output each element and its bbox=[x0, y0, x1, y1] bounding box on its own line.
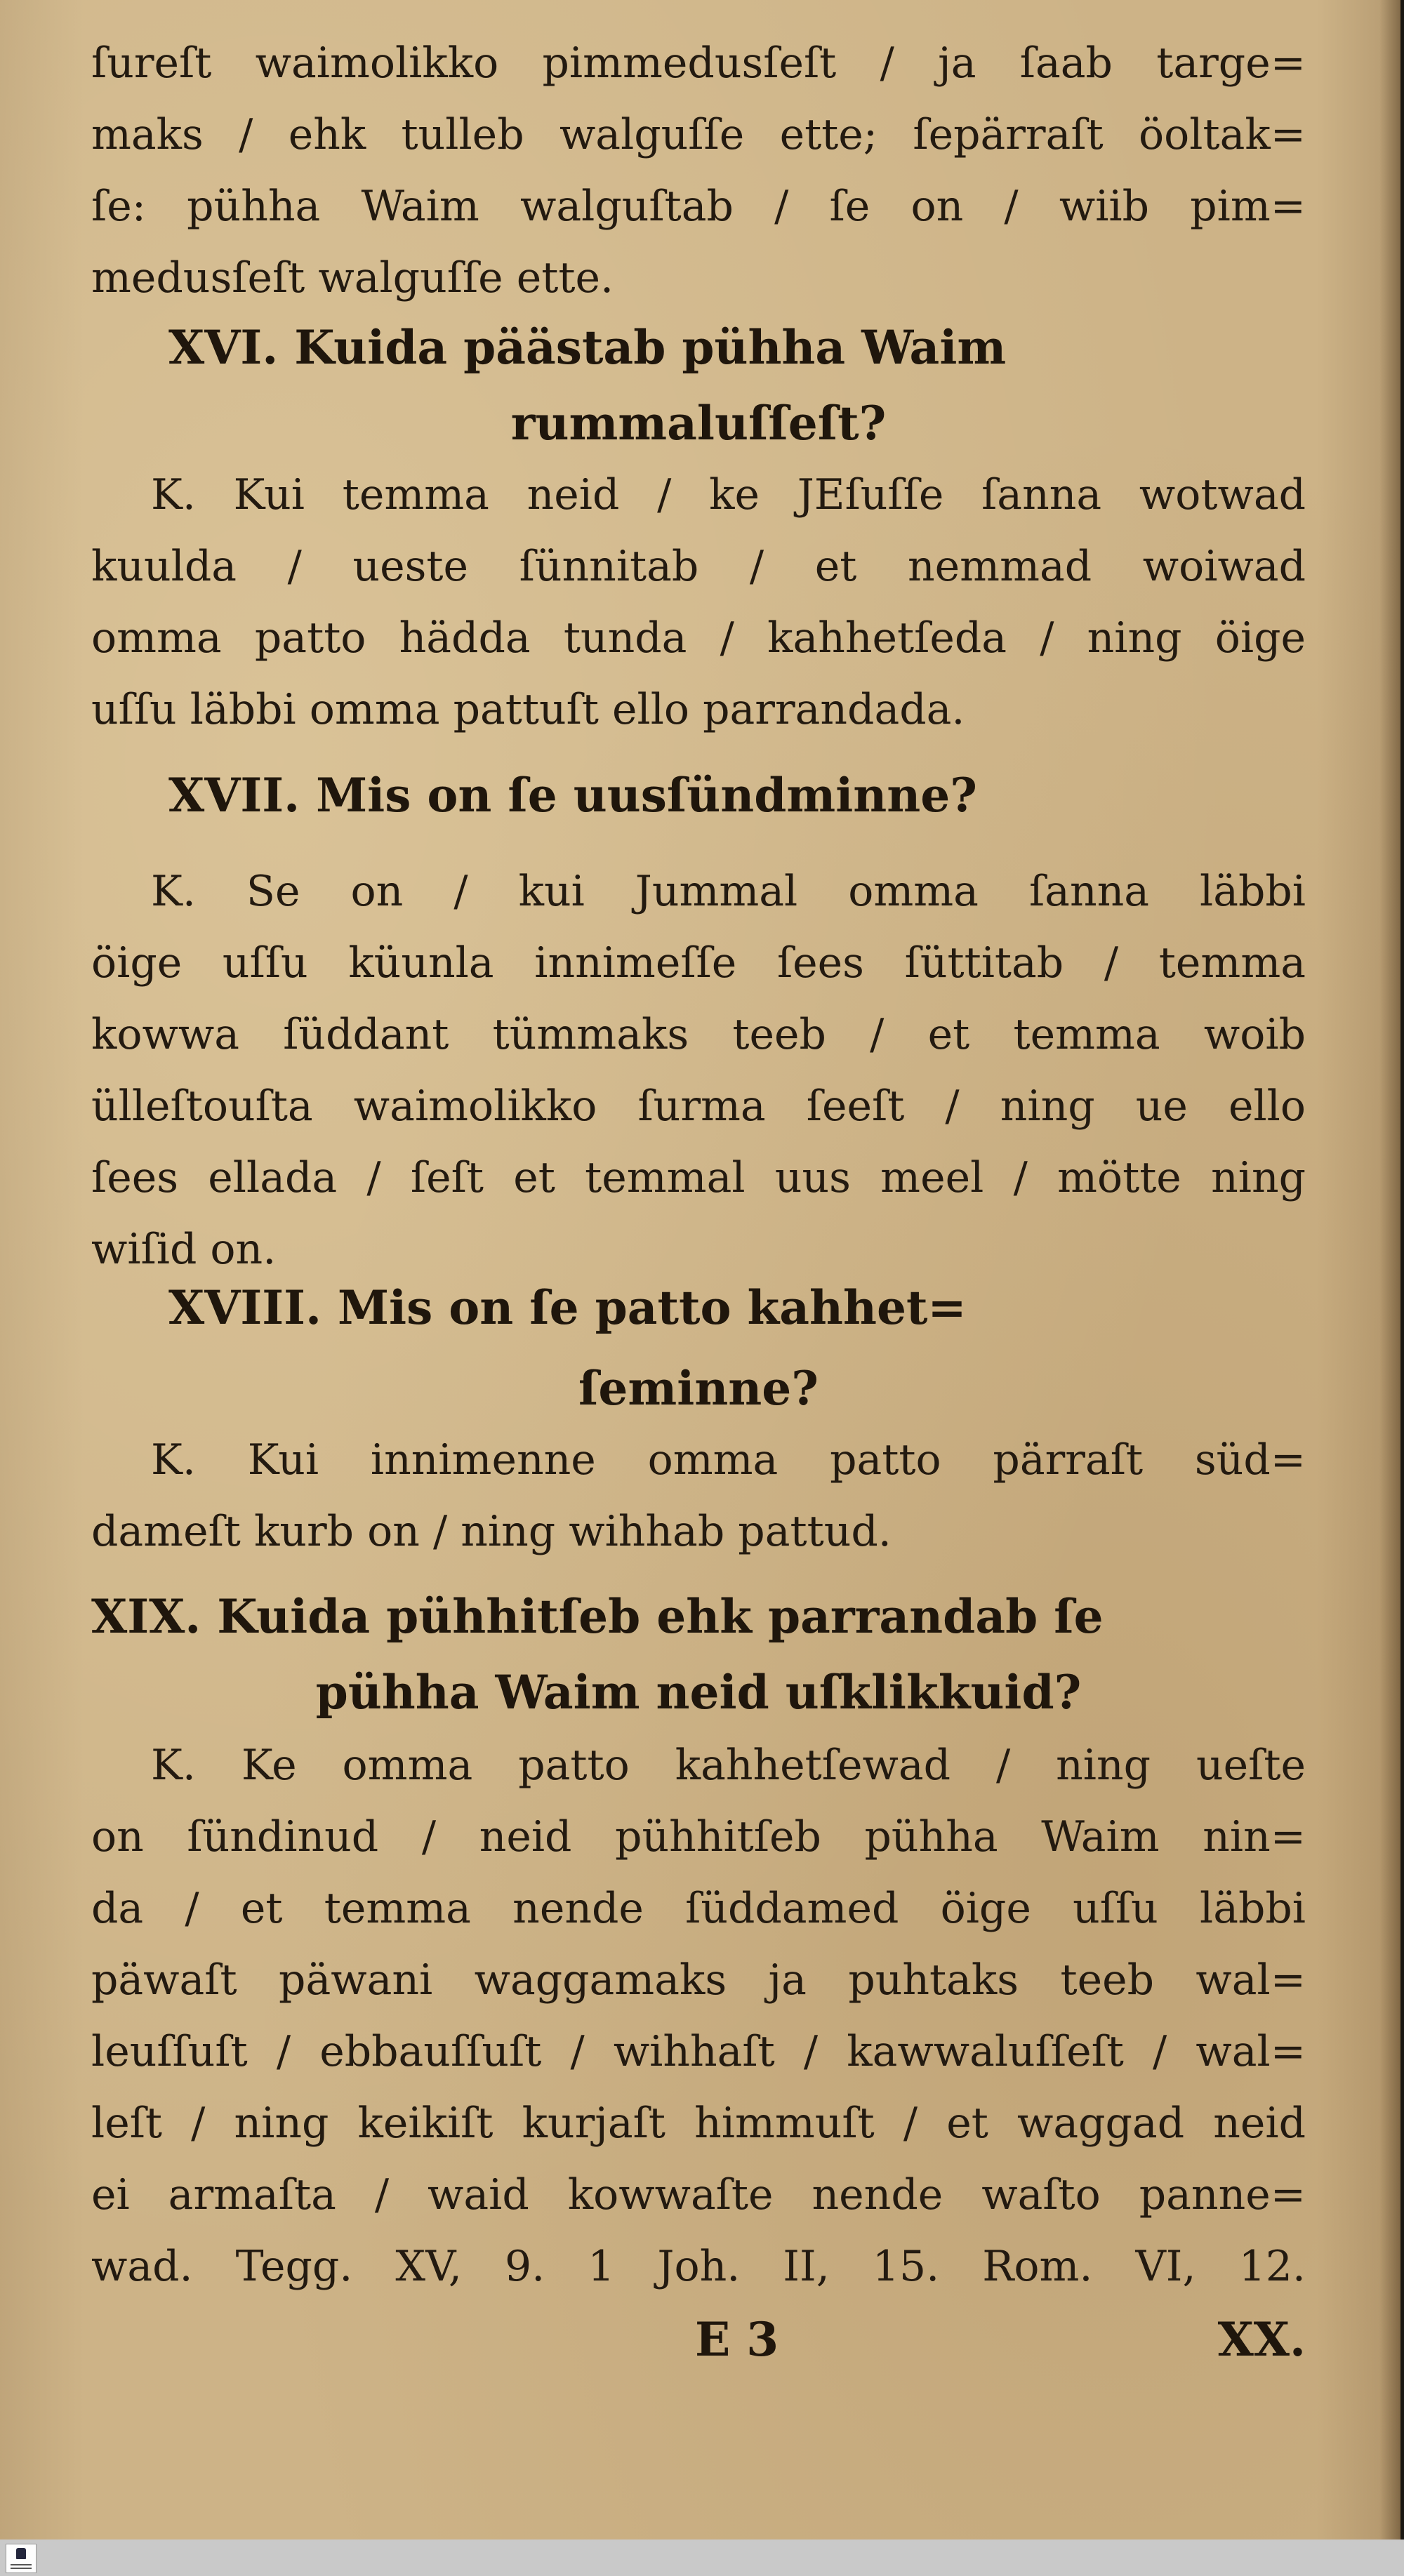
text-line: medusſeſt walguſſe ette. bbox=[91, 253, 614, 303]
answer-line: wiſid on. bbox=[91, 1225, 277, 1274]
question-heading: XVIII. Mis on ſe patto kahhet= bbox=[168, 1280, 967, 1335]
catchword: XX. bbox=[1217, 2312, 1306, 2367]
answer-line: dameſt kurb on / ning wihhab pattud. bbox=[91, 1507, 892, 1556]
answer-line: uſſu läbbi omma pattuſt ello parrandada. bbox=[91, 685, 965, 734]
answer-line: K. Se on / kui Jummal omma ſanna läbbi bbox=[151, 867, 1306, 916]
question-heading: pühha Waim neid uſklikkuid? bbox=[315, 1665, 1082, 1720]
answer-line: leſt / ning keikiſt kurjaſt himmuſt / et waggad neid bbox=[91, 2099, 1306, 2148]
question-heading: XVI. Kuida päästab pühha Waim bbox=[168, 320, 1007, 375]
text-line: ſe: pühha Waim walguſtab / ſe on / wiib pim= bbox=[91, 182, 1306, 231]
text-line: ſureſt waimolikko pimmedusſeſt / ja ſaab targe= bbox=[91, 39, 1306, 88]
answer-line: päwaſt päwani waggamaks ja puhtaks teeb wal= bbox=[91, 1956, 1306, 2005]
page-edge-shadow bbox=[1379, 0, 1400, 2540]
answer-line: ſees ellada / ſeſt et temmal uus meel / mötte ning bbox=[91, 1153, 1306, 1202]
answer-line: on ſündinud / neid pühhitſeb pühha Waim nin= bbox=[91, 1812, 1306, 1861]
question-heading: XIX. Kuida pühhitſeb ehk parrandab ſe bbox=[91, 1589, 1104, 1644]
answer-line: leuſſuſt / ebbauſſuſt / wihhaſt / kawwaluſſeſt / wal= bbox=[91, 2027, 1306, 2076]
answer-line: öige uſſu küunla innimeſſe ſees ſüttitab / temma bbox=[91, 938, 1306, 988]
answer-line: da / et temma nende ſüddamed öige uſſu läbbi bbox=[91, 1884, 1306, 1933]
answer-line: K. Kui temma neid / ke JEſuſſe ſanna wotwad bbox=[151, 470, 1306, 519]
answer-line: kowwa ſüddant tümmaks teeb / et temma woib bbox=[91, 1010, 1306, 1059]
question-heading: XVII. Mis on ſe uusſündminne? bbox=[168, 768, 977, 823]
answer-line: kuulda / ueste ſünnitab / et nemmad woiwad bbox=[91, 542, 1306, 591]
library-logo-icon bbox=[6, 2544, 37, 2573]
answer-line: wad. Tegg. XV, 9. 1 Joh. II, 15. Rom. VI, 12. bbox=[91, 2242, 1306, 2291]
answer-line: omma patto hädda tunda / kahhetſeda / ning öige bbox=[91, 613, 1306, 663]
answer-line: ülleſtouſta waimolikko ſurma ſeeſt / ning ue ello bbox=[91, 1082, 1306, 1131]
signature-mark: E 3 bbox=[695, 2312, 779, 2367]
question-heading: ſeminne? bbox=[578, 1361, 819, 1416]
question-heading: rummaluſſeſt? bbox=[510, 396, 887, 451]
text-line: maks / ehk tulleb walguſſe ette; ſepärraſt öoltak= bbox=[91, 110, 1306, 159]
answer-line: K. Kui innimenne omma patto pärraſt süd= bbox=[151, 1435, 1306, 1485]
answer-line: K. Ke omma patto kahhetſewad / ning ueſte bbox=[151, 1741, 1306, 1790]
answer-line: ei armaſta / waid kowwaſte nende waſto panne= bbox=[91, 2170, 1306, 2219]
viewer-footer-strip bbox=[0, 2540, 1404, 2576]
